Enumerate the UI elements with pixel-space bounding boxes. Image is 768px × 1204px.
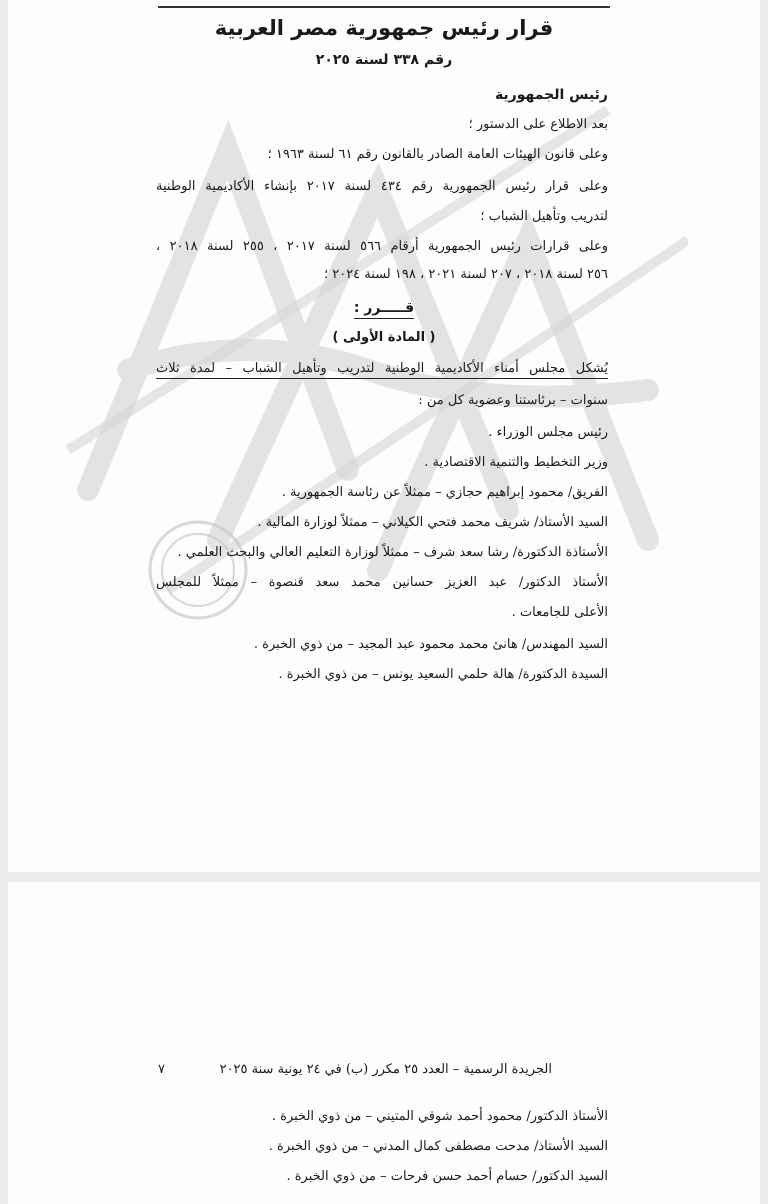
decree-number: رقم ٣٣٨ لسنة ٢٠٢٥ [315,52,453,68]
member-line: الفريق/ محمود إبراهيم حجازي – ممثلاً عن رئاسة الجمهورية . [281,485,608,500]
document-page-1 [8,0,760,872]
decision-word: قـــــرر : [354,300,414,319]
gazette-header-text: الجريدة الرسمية – العدد ٢٥ مكرر (ب) في ٢٤ يونية سنة ٢٠٢٥ [219,1062,552,1077]
member-line: رئيس مجلس الوزراء . [488,425,608,440]
member-line: السيد الأستاذ/ شريف محمد فتحي الكيلاني – ممثلاً لوزارة المالية . [257,515,608,530]
preamble-line: ٢٥٦ لسنة ٢٠١٨ ، ٢٠٧ لسنة ٢٠٢١ ، ١٩٨ لسنة ٢٠٢٤ ؛ [323,267,608,282]
preamble-line: وعلى قرار رئيس الجمهورية رقم ٤٣٤ لسنة ٢٠١٧ بإنشاء الأكاديمية الوطنية [156,179,608,194]
member-line: الأعلى للجامعات . [511,605,608,620]
page-number: ٧ [158,1062,165,1077]
decree-title: قرار رئيس جمهورية مصر العربية [214,16,554,40]
issuer-heading: رئيس الجمهورية [494,87,608,103]
document-page-2 [8,882,760,1204]
preamble-line: بعد الاطلاع على الدستور ؛ [468,117,608,132]
article-text-line: يُشكل مجلس أمناء الأكاديمية الوطنية لتدريب وتأهيل الشباب – لمدة ثلاث [156,361,608,379]
preamble-line: وعلى قرارات رئيس الجمهورية أرقام ٥٦٦ لسنة ٢٠١٧ ، ٢٥٥ لسنة ٢٠١٨ ، [156,239,609,254]
member-line: الأستاذ الدكتور/ عبد العزيز حسانين محمد سعد قنصوة – ممثلاً للمجلس [156,575,608,590]
article-title: ( المادة الأولى ) [332,330,436,345]
preamble-line: لتدريب وتأهيل الشباب ؛ [480,209,608,224]
member-line: السيد الدكتور/ حسام أحمد حسن فرحات – من ذوي الخبرة . [286,1169,608,1184]
member-line: السيد الأستاذ/ مدحت مصطفى كمال المدني – من ذوي الخبرة . [268,1139,608,1154]
member-line: السيد المهندس/ هانئ محمد محمود عبد المجيد – من ذوي الخبرة . [253,637,608,652]
member-line: السيدة الدكتورة/ هالة حلمي السعيد يونس – من ذوي الخبرة . [278,667,608,682]
member-line: الأستاذ الدكتور/ محمود أحمد شوقي المتيني – من ذوي الخبرة . [271,1109,608,1124]
gazette-header [158,1062,552,1084]
top-rule [158,6,610,8]
member-line: الأستاذة الدكتورة/ رشا سعد شرف – ممثلاً لوزارة التعليم العالي والبحث العلمي . [177,545,608,560]
article-text-line: سنوات – برئاستنا وعضوية كل من : [418,393,608,408]
member-line: وزير التخطيط والتنمية الاقتصادية . [424,455,608,470]
preamble-line: وعلى قانون الهيئات العامة الصادر بالقانون رقم ٦١ لسنة ١٩٦٣ ؛ [267,147,608,162]
